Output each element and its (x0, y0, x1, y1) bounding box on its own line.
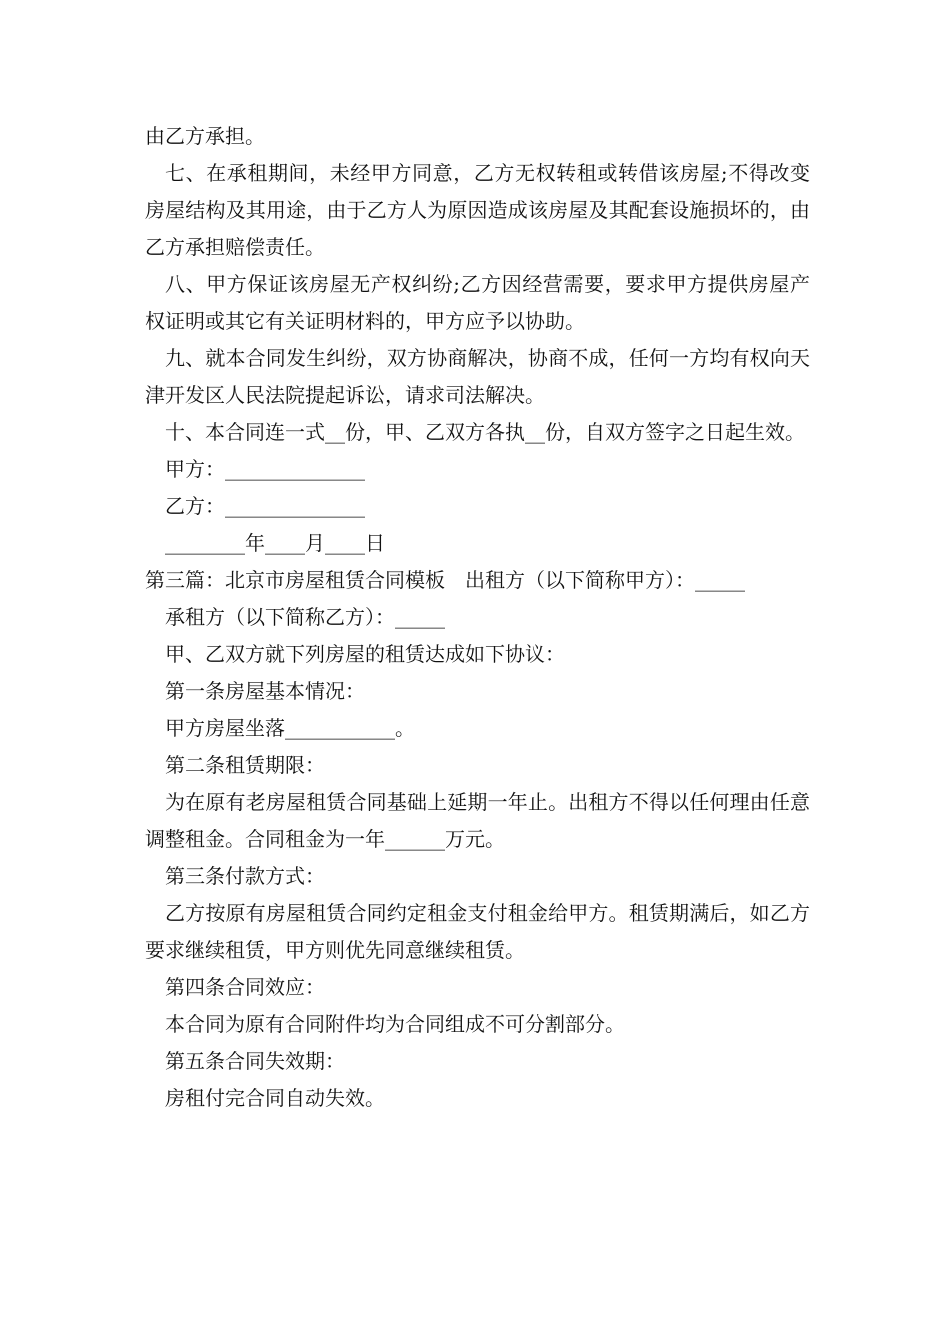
paragraph: 八、甲方保证该房屋无产权纠纷;乙方因经营需要，要求甲方提供房屋产权证明或其它有关证明材料的，甲方应予以协助。 (145, 272, 810, 333)
article-heading: 第三条付款方式： (165, 864, 325, 888)
paragraph: 十、本合同连一式__份，甲、乙双方各执__份，自双方签字之日起生效。 (165, 420, 805, 444)
document-page (145, 118, 810, 1117)
paragraph: 本合同为原有合同附件均为合同组成不可分割部分。 (165, 1012, 625, 1036)
article-heading: 第四条合同效应： (165, 975, 325, 999)
paragraph: 房租付完合同自动失效。 (165, 1086, 385, 1110)
paragraph: 承租方（以下简称乙方）：_____ (165, 605, 445, 629)
signature-line-party-a: 甲方：______________ (165, 457, 365, 481)
paragraph: 九、就本合同发生纠纷，双方协商解决，协商不成，任何一方均有权向天津开发区人民法院提起诉讼，请求司法解决。 (145, 346, 810, 407)
article-heading: 第五条合同失效期： (165, 1049, 345, 1073)
paragraph: 为在原有老房屋租赁合同基础上延期一年止。出租方不得以任何理由任意调整租金。合同租金为一年______万元。 (145, 790, 810, 851)
paragraph: 七、在承租期间，未经甲方同意，乙方无权转租或转借该房屋;不得改变房屋结构及其用途，由于乙方人为原因造成该房屋及其配套设施损坏的，由乙方承担赔偿责任。 (145, 161, 810, 259)
paragraph: 乙方按原有房屋租赁合同约定租金支付租金给甲方。租赁期满后，如乙方要求继续租赁，甲方则优先同意继续租赁。 (145, 901, 810, 962)
paragraph: 甲、乙双方就下列房屋的租赁达成如下协议： (165, 642, 565, 666)
paragraph: 甲方房屋坐落___________。 (165, 716, 415, 740)
article-heading: 第二条租赁期限： (165, 753, 325, 777)
signature-line-party-b: 乙方：______________ (165, 494, 365, 518)
paragraph: 由乙方承担。 (145, 124, 265, 148)
date-line: ________年____月____日 (165, 531, 385, 555)
section-heading: 第三篇：北京市房屋租赁合同模板 出租方（以下简称甲方）：_____ (145, 568, 745, 592)
article-heading: 第一条房屋基本情况： (165, 679, 365, 703)
